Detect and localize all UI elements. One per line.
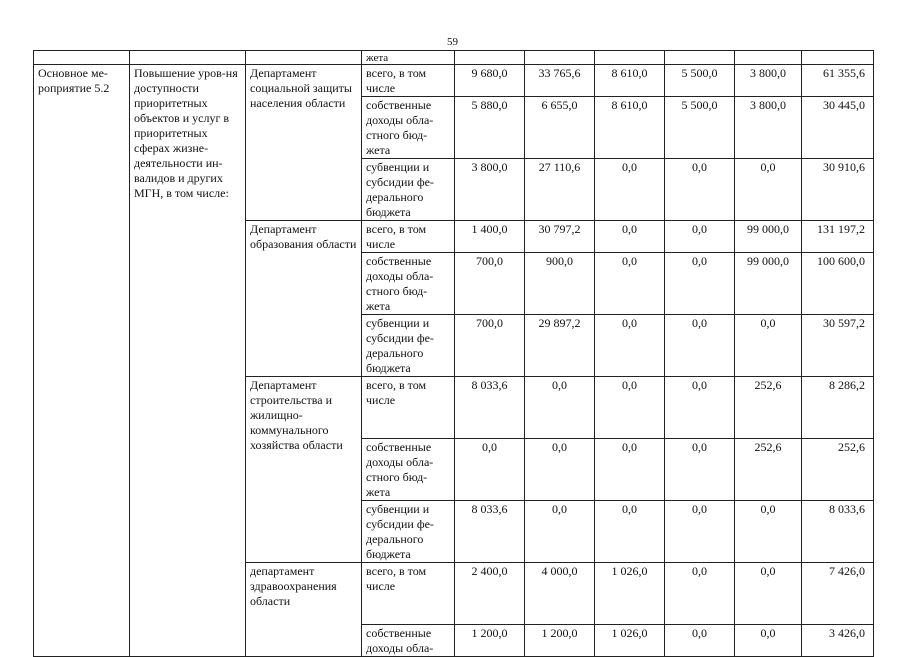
amount-cell: 900,0 [525,253,595,315]
amount-cell: 131 197,2 [802,221,874,253]
amount-cell: 0,0 [665,563,735,625]
amount-cell: 3 426,0 [802,625,874,657]
amount-cell: 0,0 [735,501,802,563]
budget-table [33,50,874,657]
continuation-row [34,51,874,65]
funding-source: субвенции и субсидии фе-дерального бюджета [362,159,455,221]
amount-cell: 1 400,0 [455,221,525,253]
amount-cell: 8 033,6 [455,377,525,439]
amount-cell: 5 880,0 [455,97,525,159]
amount-cell: 9 680,0 [455,65,525,97]
amount-cell: 0,0 [665,253,735,315]
table-body [34,51,874,657]
amount-cell: 0,0 [735,315,802,377]
department-name: Департамент строительства и жилищно-коммунального хозяйства области [246,377,362,563]
table-cell [455,51,525,65]
amount-cell: 29 897,2 [525,315,595,377]
measure-label: Основное ме-роприятие 5.2 [34,65,130,657]
amount-cell: 100 600,0 [802,253,874,315]
amount-cell: 3 800,0 [455,159,525,221]
amount-cell: 0,0 [665,159,735,221]
amount-cell: 0,0 [735,625,802,657]
amount-cell: 0,0 [735,563,802,625]
table-cell [802,51,874,65]
amount-cell: 0,0 [525,377,595,439]
funding-source: собственные доходы обла-стного бюд-жета [362,439,455,501]
department-name: Департамент образования области [246,221,362,377]
amount-cell: 33 765,6 [525,65,595,97]
amount-cell: 0,0 [595,159,665,221]
amount-cell: 27 110,6 [525,159,595,221]
amount-cell: 0,0 [525,439,595,501]
table-cell [525,51,595,65]
amount-cell: 7 426,0 [802,563,874,625]
amount-cell: 8 286,2 [802,377,874,439]
amount-cell: 8 033,6 [455,501,525,563]
funding-source: собственные доходы обла-стного бюд-жета [362,253,455,315]
funding-source: субвенции и субсидии фе-дерального бюджета [362,501,455,563]
amount-cell: 0,0 [665,221,735,253]
amount-cell: 6 655,0 [525,97,595,159]
amount-cell: 0,0 [665,439,735,501]
measure-description: Повышение уров-ня доступности приоритетных объектов и услуг в приоритетных сферах жизне-деятельности ин-валидов и других МГН, в том числе: [130,65,246,657]
amount-cell: 0,0 [665,315,735,377]
amount-cell: 30 910,6 [802,159,874,221]
amount-cell: 0,0 [455,439,525,501]
table-cell: жета [362,51,455,65]
table-cell [246,51,362,65]
funding-source: всего, в том числе [362,65,455,97]
amount-cell: 8 610,0 [595,65,665,97]
amount-cell: 5 500,0 [665,97,735,159]
department-name: департамент здравоохранения области [246,563,362,657]
amount-cell: 0,0 [595,315,665,377]
amount-cell: 1 200,0 [525,625,595,657]
amount-cell: 0,0 [595,221,665,253]
amount-cell: 3 800,0 [735,65,802,97]
funding-source: собственные доходы обла-стного бюд-жета [362,97,455,159]
amount-cell: 0,0 [595,253,665,315]
amount-cell: 99 000,0 [735,221,802,253]
amount-cell: 2 400,0 [455,563,525,625]
table-row [34,65,874,97]
amount-cell: 252,6 [735,439,802,501]
amount-cell: 0,0 [735,159,802,221]
table-cell [34,51,130,65]
amount-cell: 700,0 [455,315,525,377]
amount-cell: 1 026,0 [595,625,665,657]
amount-cell: 700,0 [455,253,525,315]
table-cell [130,51,246,65]
funding-source: всего, в том числе [362,563,455,625]
amount-cell: 1 026,0 [595,563,665,625]
amount-cell: 0,0 [665,377,735,439]
amount-cell: 252,6 [735,377,802,439]
funding-source: всего, в том числе [362,221,455,253]
funding-source: собственные доходы обла- [362,625,455,657]
amount-cell: 0,0 [595,501,665,563]
table-cell [665,51,735,65]
funding-source: всего, в том числе [362,377,455,439]
page-number: 59 [447,36,458,48]
amount-cell: 5 500,0 [665,65,735,97]
amount-cell: 30 797,2 [525,221,595,253]
table-cell [735,51,802,65]
amount-cell: 0,0 [595,439,665,501]
amount-cell: 0,0 [525,501,595,563]
amount-cell: 0,0 [665,625,735,657]
amount-cell: 1 200,0 [455,625,525,657]
amount-cell: 30 597,2 [802,315,874,377]
amount-cell: 0,0 [665,501,735,563]
funding-source: субвенции и субсидии фе-дерального бюджета [362,315,455,377]
amount-cell: 0,0 [595,377,665,439]
amount-cell: 8 033,6 [802,501,874,563]
amount-cell: 99 000,0 [735,253,802,315]
amount-cell: 252,6 [802,439,874,501]
amount-cell: 8 610,0 [595,97,665,159]
table-cell [595,51,665,65]
amount-cell: 3 800,0 [735,97,802,159]
amount-cell: 30 445,0 [802,97,874,159]
amount-cell: 61 355,6 [802,65,874,97]
amount-cell: 4 000,0 [525,563,595,625]
department-name: Департамент социальной защиты населения области [246,65,362,221]
